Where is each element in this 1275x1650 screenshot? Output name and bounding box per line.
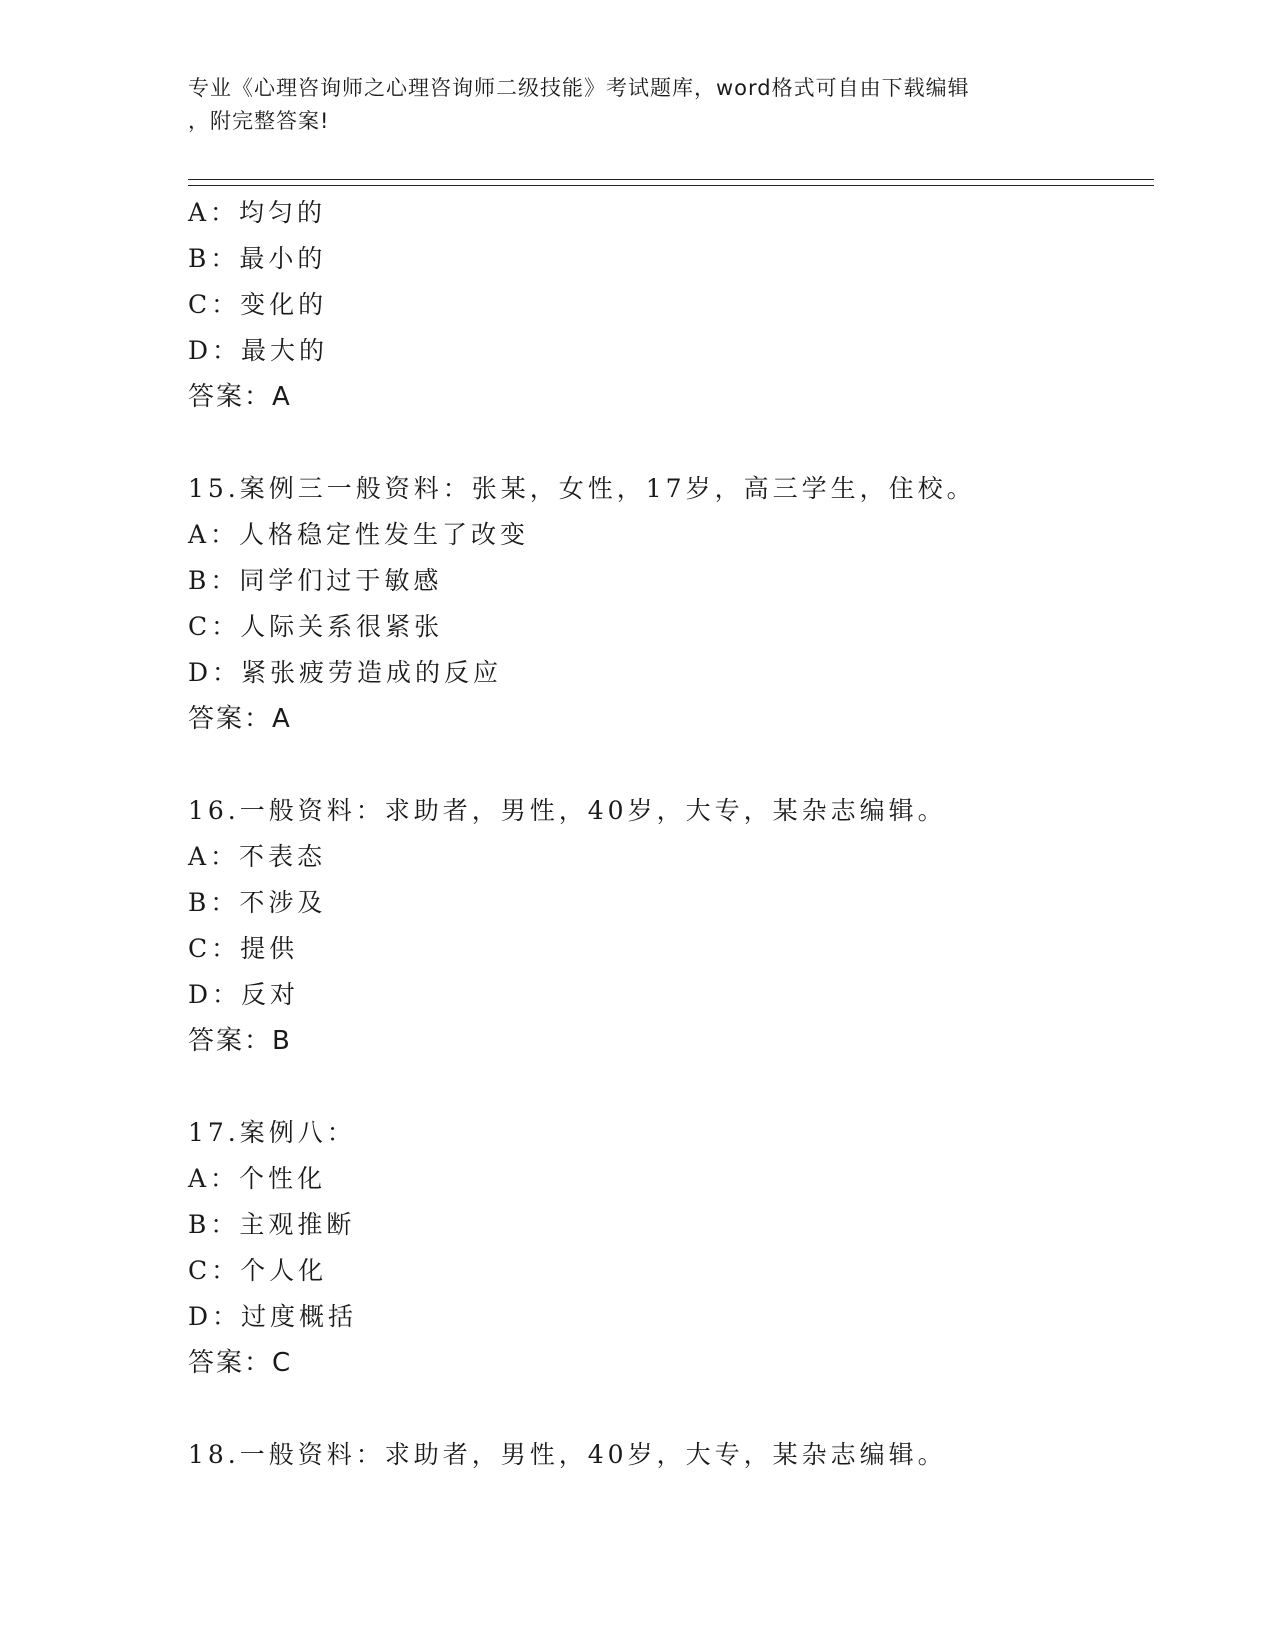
question-block [188,466,1148,742]
option-c: C：人际关系很紧张 [188,612,444,641]
question-block [188,190,1148,420]
option-d: D：紧张疲劳造成的反应 [188,658,503,687]
question-block [188,788,1148,1064]
question-block [188,1110,1148,1386]
option-c: C：个人化 [188,1256,328,1285]
option-a: A：人格稳定性发生了改变 [188,520,530,549]
question-text: 16.一般资料：求助者，男性，40岁，大专，某杂志编辑。 [188,796,947,825]
option-b: B：不涉及 [188,888,327,917]
header-divider [188,179,1154,186]
option-b: B：主观推断 [188,1210,356,1239]
option-c: C：变化的 [188,290,328,319]
document-header [188,72,1088,138]
option-d: D：过度概括 [188,1302,358,1331]
spacer [188,1386,1148,1432]
option-b: B：同学们过于敏感 [188,566,443,595]
option-d: D：反对 [188,980,300,1009]
option-a: A：不表态 [188,842,327,871]
question-block [188,1432,1148,1478]
option-c: C：提供 [188,934,299,963]
question-text: 15.案例三一般资料：张某，女性，17岁，高三学生，住校。 [188,474,976,503]
header-title-line-1: 专业《心理咨询师之心理咨询师二级技能》考试题库，word格式可自由下载编辑 [188,76,970,100]
answer-line: 答案：A [188,704,292,734]
answer-line: 答案：B [188,1026,292,1056]
spacer [188,420,1148,466]
option-d: D：最大的 [188,336,329,365]
header-title-line-2: ，附完整答案! [188,109,330,133]
option-b: B：最小的 [188,244,327,273]
option-a: A：个性化 [188,1164,327,1193]
question-text: 17.案例八： [188,1118,356,1147]
question-list [188,190,1148,1478]
spacer [188,742,1148,788]
answer-line: 答案：C [188,1348,293,1378]
option-a: A：均匀的 [188,198,327,227]
spacer [188,1064,1148,1110]
answer-line: 答案：A [188,382,292,412]
question-text: 18.一般资料：求助者，男性，40岁，大专，某杂志编辑。 [188,1440,947,1469]
